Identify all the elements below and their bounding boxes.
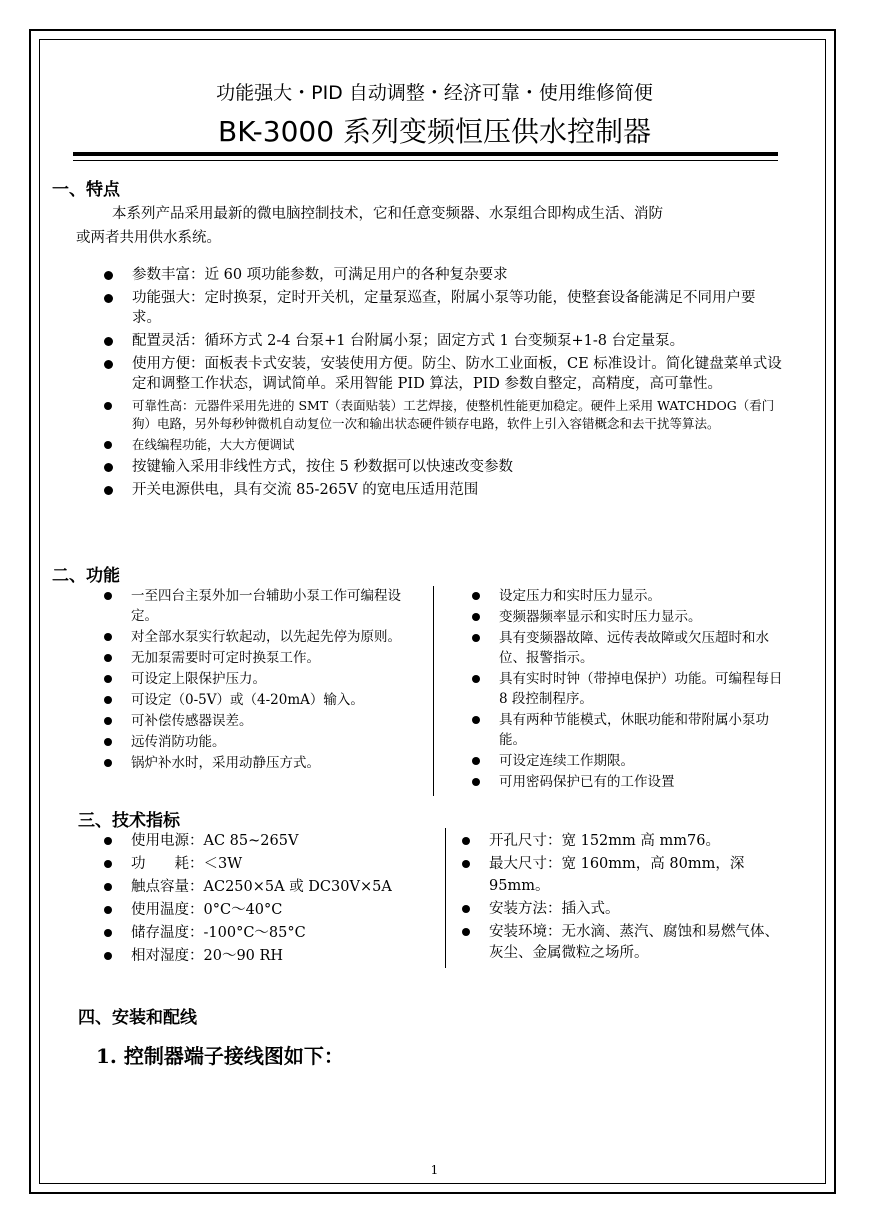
- bullet-icon: [104, 675, 112, 683]
- page-number: 1: [430, 1163, 439, 1177]
- list-item: 使用方便：面板表卡式安装，安装使用方便。防尘、防水工业面板，CE 标准设计。简化键盘菜单式设定和调整工作状态，调试简单。采用智能 PID 算法，PID 参数自整定，高精度，高可靠性。: [104, 354, 784, 394]
- specs-list-right: [462, 831, 782, 966]
- bullet-icon: [472, 716, 480, 724]
- list-item: 无加泵需要时可定时换泵工作。: [104, 648, 422, 668]
- functions-list-left: [104, 586, 422, 774]
- install-subheading: 1. 控制器端子接线图如下：: [96, 1044, 344, 1068]
- list-item: 变频器频率显示和实时压力显示。: [472, 607, 784, 627]
- list-item: 相对湿度：20～90 RH: [104, 946, 434, 968]
- features-list: [104, 265, 784, 503]
- list-item: 触点容量：AC250×5A 或 DC30V×5A: [104, 877, 434, 899]
- bullet-icon: [472, 675, 480, 683]
- bullet-icon: [104, 360, 113, 369]
- title-rule-thick: [73, 152, 778, 156]
- bullet-icon: [104, 294, 113, 303]
- bullet-icon: [104, 952, 112, 960]
- list-item: 按键输入采用非线性方式，按住 5 秒数据可以快速改变参数: [104, 457, 784, 477]
- bullet-icon: [104, 441, 112, 449]
- list-item: 可设定上限保护压力。: [104, 669, 422, 689]
- bullet-icon: [104, 271, 113, 280]
- bullet-icon: [462, 837, 470, 845]
- list-item: 可用密码保护已有的工作设置: [472, 772, 784, 792]
- bullet-icon: [104, 592, 112, 600]
- bullet-icon: [104, 633, 112, 641]
- bullet-icon: [104, 837, 112, 845]
- bullet-icon: [104, 337, 113, 346]
- functions-list-right: [472, 586, 784, 793]
- specs-list-left: [104, 831, 434, 969]
- specs-column-divider: [445, 828, 446, 968]
- bullet-icon: [104, 738, 112, 746]
- bullet-icon: [104, 906, 112, 914]
- list-item: 开孔尺寸：宽 152mm 高 mm76。: [462, 831, 782, 853]
- list-item: 可补偿传感器误差。: [104, 711, 422, 731]
- list-item: 功 耗：＜3W: [104, 854, 434, 876]
- bullet-icon: [104, 883, 112, 891]
- list-item: 最大尺寸：宽 160mm，高 80mm，深 95mm。: [462, 854, 782, 897]
- bullet-icon: [472, 778, 480, 786]
- bullet-icon: [472, 757, 480, 765]
- bullet-icon: [104, 929, 112, 937]
- bullet-icon: [472, 613, 480, 621]
- list-item: 配置灵活：循环方式 2-4 台泵+1 台附属小泵；固定方式 1 台变频泵+1-8 台定量泵。: [104, 331, 784, 351]
- list-item: 开关电源供电，具有交流 85-265V 的宽电压适用范围: [104, 480, 784, 500]
- bullet-icon: [462, 928, 470, 936]
- document-title: BK-3000 系列变频恒压供水控制器: [218, 115, 651, 148]
- bullet-icon: [104, 654, 112, 662]
- section-heading-features: 一、特点: [52, 180, 120, 200]
- title-rule-thin: [73, 160, 778, 161]
- list-item: 锅炉补水时，采用动静压方式。: [104, 753, 422, 773]
- bullet-icon: [104, 860, 112, 868]
- list-item: 功能强大：定时换泵，定时开关机，定量泵巡查，附属小泵等功能，使整套设备能满足不同用户要求。: [104, 288, 784, 328]
- list-item: 储存温度：-100°C～85°C: [104, 923, 434, 945]
- list-item: 在线编程功能，大大方便调试: [104, 436, 784, 454]
- section-heading-specs: 三、技术指标: [78, 811, 180, 831]
- bullet-icon: [472, 592, 480, 600]
- bullet-icon: [104, 759, 112, 767]
- list-item: 具有变频器故障、远传表故障或欠压超时和水位、报警指示。: [472, 628, 784, 668]
- list-item: 具有两种节能模式，休眠功能和带附属小泵功能。: [472, 710, 784, 750]
- section-heading-install: 四、安装和配线: [78, 1008, 197, 1028]
- bullet-icon: [104, 717, 112, 725]
- list-item: 设定压力和实时压力显示。: [472, 586, 784, 606]
- header-slogan: 功能强大・PID 自动调整・经济可靠・使用维修简便: [216, 82, 653, 104]
- list-item: 参数丰富：近 60 项功能参数，可满足用户的各种复杂要求: [104, 265, 784, 285]
- features-intro-line-1: 本系列产品采用最新的微电脑控制技术，它和任意变频器、水泵组合即构成生活、消防: [112, 206, 663, 222]
- list-item: 安装环境：无水滴、蒸汽、腐蚀和易燃气体、灰尘、金属微粒之场所。: [462, 922, 782, 965]
- functions-column-divider: [433, 586, 434, 796]
- features-intro-line-2: 或两者共用供水系统。: [76, 230, 221, 246]
- bullet-icon: [472, 634, 480, 642]
- list-item: 具有实时时钟（带掉电保护）功能。可编程每日 8 段控制程序。: [472, 669, 784, 709]
- list-item: 可设定连续工作期限。: [472, 751, 784, 771]
- bullet-icon: [104, 486, 113, 495]
- list-item: 可设定（0-5V）或（4-20mA）输入。: [104, 690, 422, 710]
- bullet-icon: [462, 905, 470, 913]
- list-item: 对全部水泵实行软起动，以先起先停为原则。: [104, 627, 422, 647]
- bullet-icon: [104, 402, 112, 410]
- list-item: 安装方法：插入式。: [462, 899, 782, 921]
- section-heading-functions: 二、功能: [52, 566, 120, 586]
- list-item: 使用电源：AC 85~265V: [104, 831, 434, 853]
- list-item: 使用温度：0°C～40°C: [104, 900, 434, 922]
- list-item: 可靠性高：元器件采用先进的 SMT（表面贴装）工艺焊接，使整机性能更加稳定。硬件上采用 WATCHDOG（看门狗）电路，另外每秒钟微机自动复位一次和输出状态硬件锁存电路，软件上引入容错概念和去干扰等算法。: [104, 397, 784, 433]
- bullet-icon: [104, 463, 113, 472]
- bullet-icon: [104, 696, 112, 704]
- bullet-icon: [462, 860, 470, 868]
- list-item: 远传消防功能。: [104, 732, 422, 752]
- list-item: 一至四台主泵外加一台辅助小泵工作可编程设定。: [104, 586, 422, 626]
